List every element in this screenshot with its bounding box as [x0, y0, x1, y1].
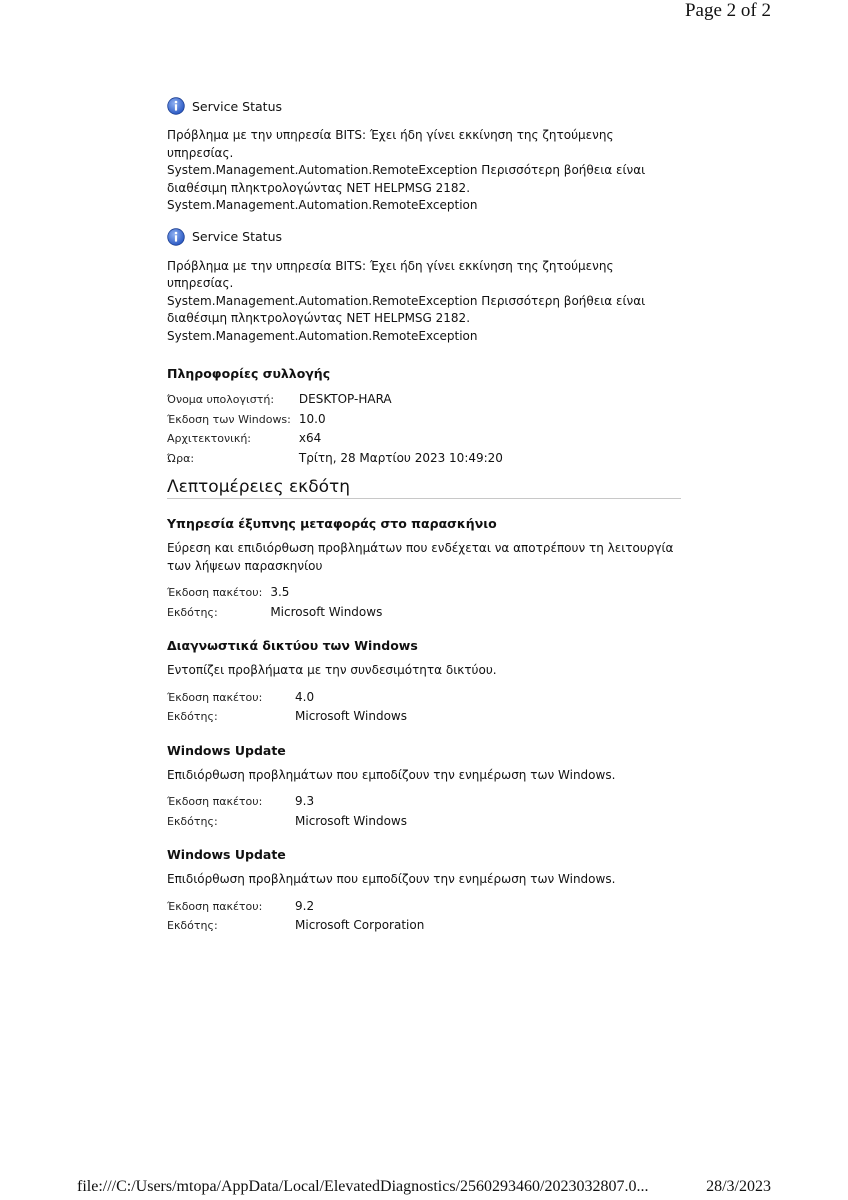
collection-info-table: [167, 391, 503, 469]
table-row: [167, 917, 424, 937]
computer-name-label: Όνομα υπολογιστή:: [167, 393, 275, 406]
windows-version-label: Έκδοση των Windows:: [167, 412, 291, 426]
publisher-details-section: [167, 479, 681, 937]
package-publisher-label: Εκδότης:: [167, 919, 218, 932]
info-icon: [167, 97, 185, 115]
package-publisher-label: Εκδότης:: [167, 605, 218, 619]
package-block: [167, 742, 681, 833]
package-publisher-label: Εκδότης:: [167, 710, 218, 723]
package-version-label: Έκδοση πακέτου:: [167, 899, 263, 913]
footer-date: 28/3/2023: [706, 1178, 771, 1195]
package-info-table: [167, 689, 407, 728]
service-status-message: Πρόβλημα με την υπηρεσία BITS: Έχει ήδη γίνει εκκίνηση της ζητούμενης υπηρεσίας. System.Management.Automation.RemoteException Περισσότερη βοήθεια είναι διαθέσιμη πληκτρολογώντας NET HELPMSG 2182. System.Management.Automation.RemoteException: [167, 128, 646, 212]
footer-file-path: file:///C:/Users/mtopa/AppData/Local/ElevatedDiagnostics/2560293460/2023032807.0...: [77, 1178, 649, 1195]
architecture-label: Αρχιτεκτονική:: [167, 432, 252, 445]
service-status-title: Service Status: [192, 229, 283, 244]
package-info-table: [167, 793, 407, 832]
package-version-value: 9.3: [295, 794, 315, 808]
page-footer: [77, 1178, 771, 1200]
package-version-value: 3.5: [270, 585, 290, 599]
info-icon: [167, 228, 185, 246]
page-indicator: Page 2 of 2: [684, 0, 771, 21]
package-name: Windows Update: [167, 742, 286, 758]
service-status-message: Πρόβλημα με την υπηρεσία BITS: Έχει ήδη γίνει εκκίνηση της ζητούμενης υπηρεσίας. System.Management.Automation.RemoteException Περισσότερη βοήθεια είναι διαθέσιμη πληκτρολογώντας NET HELPMSG 2182. System.Management.Automation.RemoteException: [167, 258, 646, 343]
package-version-value: 4.0: [295, 689, 315, 704]
package-version-value: 9.2: [295, 898, 315, 913]
package-name: Υπηρεσία έξυπνης μεταφοράς στο παρασκήνιο: [167, 516, 497, 531]
package-info-table: [167, 584, 382, 623]
package-description: Επιδιόρθωση προβλημάτων που εμποδίζουν την ενημέρωση των Windows.: [167, 767, 616, 782]
table-row: [167, 584, 382, 604]
table-row: [167, 604, 382, 624]
table-row: [167, 898, 424, 918]
service-status-title: Service Status: [192, 98, 283, 114]
table-row: [167, 430, 503, 450]
package-block: [167, 637, 681, 728]
package-name: Windows Update: [167, 847, 286, 862]
report-content: [167, 96, 681, 937]
package-description: Επιδιόρθωση προβλημάτων που εμποδίζουν την ενημέρωση των Windows.: [167, 872, 616, 886]
computer-name-value: DESKTOP-HARA: [298, 392, 392, 406]
time-label: Ώρα:: [167, 451, 195, 465]
package-description: Εύρεση και επιδιόρθωση προβλημάτων που ενδέχεται να αποτρέπουν τη λειτουργία των λήψεων παρασκηνίου: [167, 541, 674, 573]
table-row: [167, 450, 503, 470]
package-block: [167, 515, 681, 623]
table-row: [167, 813, 407, 833]
table-row: [167, 793, 407, 813]
package-version-label: Έκδοση πακέτου:: [167, 795, 263, 808]
package-publisher-value: Microsoft Windows: [295, 813, 407, 828]
package-publisher-value: Microsoft Windows: [270, 604, 383, 619]
package-name: Διαγνωστικά δικτύου των Windows: [167, 638, 418, 653]
table-row: [167, 391, 503, 411]
package-version-label: Έκδοση πακέτου:: [167, 586, 263, 599]
package-description: Εντοπίζει προβλήματα με την συνδεσιμότητα δικτύου.: [167, 663, 497, 677]
table-row: [167, 708, 407, 728]
package-version-label: Έκδοση πακέτου:: [167, 690, 263, 704]
table-row: [167, 689, 407, 709]
time-value: Τρίτη, 28 Μαρτίου 2023 10:49:20: [298, 450, 503, 465]
architecture-value: x64: [298, 431, 322, 445]
service-status-block: [167, 96, 681, 215]
publisher-details-title: Λεπτομέρειες εκδότη: [167, 479, 681, 499]
package-block: [167, 846, 681, 937]
package-publisher-value: Microsoft Corporation: [295, 918, 425, 932]
collection-info-section: [167, 365, 681, 469]
package-info-table: [167, 898, 424, 937]
package-publisher-label: Εκδότης:: [167, 814, 218, 828]
service-status-block: [167, 227, 681, 346]
package-publisher-value: Microsoft Windows: [295, 709, 407, 723]
table-row: [167, 411, 503, 431]
windows-version-value: 10.0: [298, 411, 326, 426]
collection-info-heading: Πληροφορίες συλλογής: [167, 366, 331, 381]
